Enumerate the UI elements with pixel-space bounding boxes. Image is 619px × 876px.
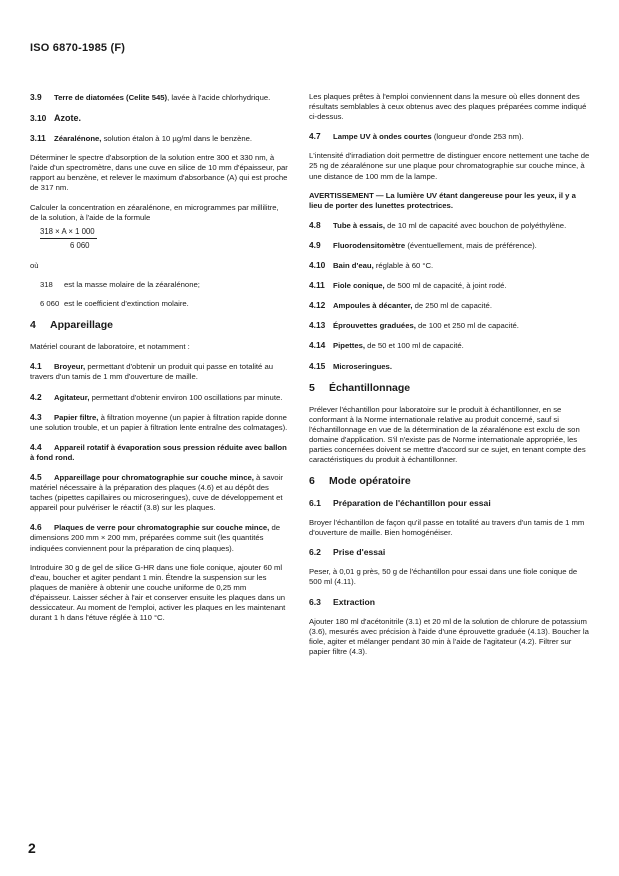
section-text: de dimensions 200 mm × 200 mm, préparées comme suit (les quantités indiquées conviennent pour la préparation de cinq plaques). <box>30 523 281 553</box>
section-4-2 <box>30 392 288 403</box>
section-number: 4.11 <box>309 280 325 291</box>
heading-number: 6.2 <box>309 547 321 558</box>
page-number: 2 <box>28 840 36 856</box>
section-title: Appareillage pour chromatographie sur couche mince, <box>54 472 254 482</box>
section-4-15 <box>309 361 590 372</box>
section-text: permettant d'obtenir environ 100 oscillations par minute. <box>89 392 283 402</box>
section-4-12 <box>309 300 590 311</box>
document-header: ISO 6870-1985 (F) <box>30 42 126 54</box>
section-title: Azote. <box>54 113 81 124</box>
section-4-7 <box>309 131 590 142</box>
section-number: 4.2 <box>30 391 42 402</box>
heading-number: 6.3 <box>309 596 321 607</box>
heading-number: 5 <box>309 381 315 394</box>
heading-section-6-3 <box>309 597 590 608</box>
section-text: de 100 et 250 ml de capacité. <box>415 321 519 331</box>
formula-denominator: 6 060 <box>70 240 90 250</box>
paragraph-materiel: Matériel courant de laboratoire, et notamment : <box>30 342 190 352</box>
section-text: de 500 ml de capacité, à joint rodé. <box>384 281 507 291</box>
section-4-1 <box>30 361 288 382</box>
paragraph-introduire: Introduire 30 g de gel de silice G-HR dans une fiole conique, ajouter 60 ml d'eau, boucher et agiter pendant 1 min. Étendre la suspension sur les plaques de manière à obtenir une couche uniforme de 0,25 mm d'épaisseur. Laisser sécher à l'air et conserver ensuite les plaques dans un dessiccateur. Au moment de l'emploi, activer les plaques en les maintenant durant 1 h dans l'étuve réglée à 110 °C. <box>30 562 286 623</box>
section-title: Broyeur, <box>54 362 86 372</box>
section-title: Microseringues. <box>333 361 392 371</box>
left-column <box>30 92 288 623</box>
section-text: de 250 ml de capacité. <box>412 301 492 311</box>
heading-title: Échantillonnage <box>329 381 411 394</box>
where-row <box>40 280 288 290</box>
heading-title: Appareillage <box>50 319 114 332</box>
section-title: Ampoules à décanter, <box>333 301 413 311</box>
section-4-4 <box>30 442 288 463</box>
section-text: (éventuellement, mais de préférence). <box>405 240 537 250</box>
heading-title: Préparation de l'échantillon pour essai <box>333 498 491 509</box>
section-4-6 <box>30 522 288 553</box>
section-title: Tube à essais, <box>333 220 385 230</box>
section-title: Zéaralénone, <box>54 134 102 144</box>
where-value: 6 060 <box>40 299 60 309</box>
section-title: Bain d'eau, <box>333 261 374 271</box>
paragraph-calculation: Calculer la concentration en zéaralénone, en microgrammes par millilitre, de la solution, à l'aide de la formule <box>30 202 279 222</box>
section-number: 3.11 <box>30 133 46 144</box>
heading-number: 6 <box>309 475 315 488</box>
section-number: 4.8 <box>309 219 321 230</box>
heading-section-4 <box>30 318 288 332</box>
section-number: 3.10 <box>30 113 47 124</box>
section-title: Papier filtre, <box>54 412 99 422</box>
where-list <box>30 280 288 309</box>
paragraph-6-3: Ajouter 180 ml d'acétonitrile (3.1) et 20 ml de la solution de chlorure de potassium (3.6), mesurés avec précision à l'aide d'une éprouvette graduée (4.13). Boucher la fiole, agiter et mélanger pendant 30 min à l'aide de l'agitateur (4.2). Filtrer sur papier filtre (4.3). <box>309 616 589 656</box>
paragraph-intensite: L'intensité d'irradiation doit permettre de distinguer encore nettement une tache de 25 ng de zéaralénone sur une plaque pour chromatographie sur couche mince, à une distance de 100 mm de la lampe. <box>309 151 590 181</box>
section-text: à filtration moyenne (un papier à filtration rapide donne une solution trouble, et un papier à filtration lente entraîne des colmatages). <box>30 412 288 432</box>
section-number: 4.5 <box>30 471 42 482</box>
heading-section-5 <box>309 381 590 395</box>
section-4-3 <box>30 412 288 433</box>
section-title: Appareil rotatif à évaporation sous pression réduite avec ballon à fond rond. <box>30 442 287 462</box>
section-3-11 <box>30 133 288 144</box>
heading-section-6 <box>309 474 590 488</box>
section-text: à savoir matériel nécessaire à la préparation des plaques (4.6) et au dépôt des taches (pipettes capillaires ou microseringues), cuve de développement et appareil pour pulvériser le réactif (3.8) sur les plaques. <box>30 472 283 513</box>
section-text: (longueur d'onde 253 nm). <box>431 132 524 142</box>
section-4-9 <box>309 240 590 251</box>
section-text: réglable à 60 °C. <box>373 261 434 271</box>
section-number: 3.9 <box>30 92 42 102</box>
section-4-11 <box>309 280 590 291</box>
section-text: solution étalon à 10 µg/ml dans le benzène. <box>101 134 253 144</box>
section-text: de 10 ml de capacité avec bouchon de polyéthylène. <box>385 220 567 230</box>
section-title: Pipettes, <box>333 341 366 351</box>
section-4-5 <box>30 472 288 513</box>
section-title: Plaques de verre pour chromatographie sur couche mince, <box>54 523 270 533</box>
section-title: Fiole conique, <box>333 281 385 291</box>
section-number: 4.12 <box>309 300 326 311</box>
section-number: 4.3 <box>30 411 42 422</box>
heading-section-6-2 <box>309 547 590 558</box>
section-4-14 <box>309 340 590 351</box>
where-desc: est la masse molaire de la zéaralénone; <box>64 280 200 290</box>
section-number: 4.14 <box>309 340 326 351</box>
heading-title: Extraction <box>333 596 376 607</box>
section-4-10 <box>309 260 590 271</box>
section-number: 4.15 <box>309 360 326 371</box>
heading-number: 4 <box>30 319 36 332</box>
where-value: 318 <box>40 280 53 290</box>
paragraph-6-1: Broyer l'échantillon de façon qu'il passe en totalité au travers d'un tamis de 1 mm d'ouverture de maille. Bien homogénéiser. <box>309 518 585 538</box>
section-number: 4.1 <box>30 361 42 372</box>
section-3-9 <box>30 92 288 103</box>
section-number: 4.4 <box>30 441 42 452</box>
where-label: où <box>30 260 39 270</box>
section-text: de 50 et 100 ml de capacité. <box>365 341 464 351</box>
section-4-8 <box>309 220 590 231</box>
section-3-10 <box>30 112 288 124</box>
right-column <box>309 92 590 657</box>
section-title: Agitateur, <box>54 392 90 402</box>
section-title: Terre de diatomées (Celite 545) <box>54 93 168 102</box>
section-number: 4.6 <box>30 522 42 533</box>
paragraph-spectrum: Déterminer le spectre d'absorption de la solution entre 300 et 330 nm, à l'aide d'un spectromètre, dans une cuve en silice de 10 mm d'épaisseur, par rapport au benzène, et relever le maximum d'absorbance (A) qui est proche de 317 nm. <box>30 153 288 193</box>
where-desc: est le coefficient d'extinction molaire. <box>64 299 189 309</box>
section-4-13 <box>309 320 590 331</box>
paragraph-plaques: Les plaques prêtes à l'emploi conviennent dans la mesure où elles donnent des résultats semblables à ceux obtenus avec des plaques préparées comme indiqué ci-dessus. <box>309 92 587 122</box>
heading-section-6-1 <box>309 498 590 509</box>
section-number: 4.7 <box>309 131 321 142</box>
section-title: Fluorodensitomètre <box>333 240 406 250</box>
warning-uv: AVERTISSEMENT — La lumière UV étant dangereuse pour les yeux, il y a lieu de porter des lunettes protectrices. <box>309 190 576 210</box>
where-row <box>40 299 288 309</box>
section-text: , lavée à l'acide chlorhydrique. <box>167 93 271 102</box>
formula-numerator: 318 × A × 1 000 <box>40 227 97 239</box>
section-text: permettant d'obtenir un produit qui passe en totalité au travers d'un tamis de 1 mm d'ouverture de maille. <box>30 362 274 382</box>
section-number: 4.9 <box>309 239 321 250</box>
heading-title: Prise d'essai <box>333 547 386 558</box>
section-title: Lampe UV à ondes courtes <box>333 132 432 142</box>
heading-number: 6.1 <box>309 498 321 509</box>
paragraph-echantillonnage: Prélever l'échantillon pour laboratoire sur le produit à échantillonner, en se conformant à la Norme internationale relative au produit concerné, sauf si l'échantillonnage en vue de la détermination de la zéaralénone est exclu de son domaine d'application. S'il n'existe pas de Norme internationale appropriée, les parties concernées doivent se mettre d'accord sur ce sujet, en tenant compte des caractéristiques du produit à échantillonner. <box>309 404 586 465</box>
formula <box>40 227 288 251</box>
section-title: Éprouvettes graduées, <box>333 321 416 331</box>
section-number: 4.13 <box>309 320 326 331</box>
heading-title: Mode opératoire <box>329 475 411 488</box>
paragraph-6-2: Peser, à 0,01 g près, 50 g de l'échantillon pour essai dans une fiole conique de 500 ml (4.11). <box>309 567 578 587</box>
section-number: 4.10 <box>309 260 326 271</box>
